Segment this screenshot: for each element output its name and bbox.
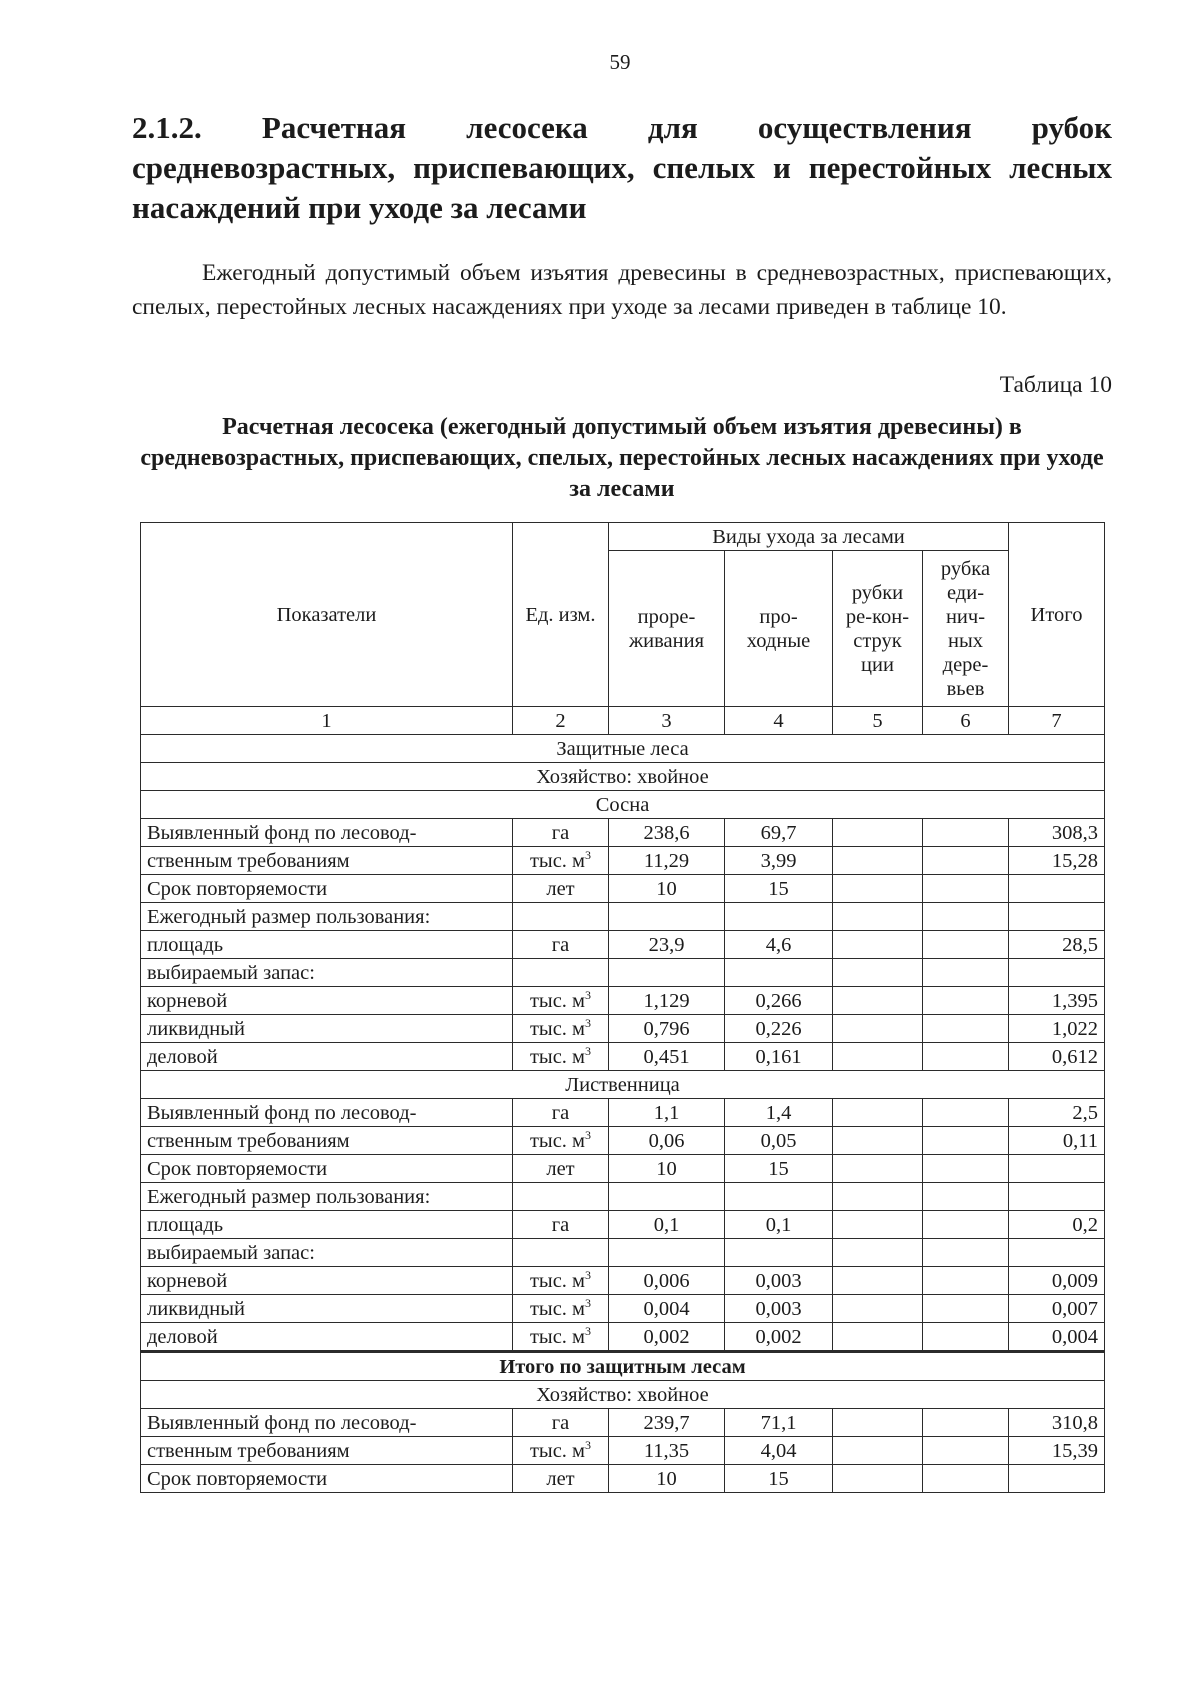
table-row xyxy=(141,1437,1105,1465)
value-cell: 0,002 xyxy=(609,1323,725,1352)
table-row xyxy=(141,903,1105,931)
header-passing: про-ходные xyxy=(725,551,833,707)
column-number: 1 xyxy=(141,707,513,735)
empty-cell xyxy=(923,1267,1009,1295)
empty-cell xyxy=(513,1183,609,1211)
table-row xyxy=(141,1409,1105,1437)
empty-cell xyxy=(833,903,923,931)
value-cell: 1,395 xyxy=(1009,987,1105,1015)
value-cell: 0,007 xyxy=(1009,1295,1105,1323)
value-cell: 11,29 xyxy=(609,847,725,875)
empty-cell xyxy=(725,903,833,931)
empty-cell xyxy=(833,1409,923,1437)
header-single-tree: рубка еди-нич-ных дере-вьев xyxy=(923,551,1009,707)
value-cell: 238,6 xyxy=(609,819,725,847)
value-cell: 0,1 xyxy=(609,1211,725,1239)
value-cell: 1,4 xyxy=(725,1099,833,1127)
value-cell: 0,226 xyxy=(725,1015,833,1043)
unit-cell: га xyxy=(513,1099,609,1127)
empty-cell xyxy=(833,1155,923,1183)
unit-cell: лет xyxy=(513,875,609,903)
empty-cell xyxy=(833,847,923,875)
unit-cell: тыс. $м^3$ xyxy=(513,1015,609,1043)
header-thinning: проре-живания xyxy=(609,551,725,707)
forest-zone-row: Защитные леса xyxy=(141,735,1105,763)
row-label: выбираемый запас: xyxy=(141,1239,513,1267)
value-cell: 0,612 xyxy=(1009,1043,1105,1071)
row-label: ликвидный xyxy=(141,1295,513,1323)
table-row xyxy=(141,959,1105,987)
table-row xyxy=(141,1183,1105,1211)
row-label: Выявленный фонд по лесовод- xyxy=(141,1099,513,1127)
row-label: Выявленный фонд по лесовод- xyxy=(141,1409,513,1437)
empty-cell xyxy=(1009,1239,1105,1267)
empty-cell xyxy=(833,1267,923,1295)
column-number: 2 xyxy=(513,707,609,735)
row-label: площадь xyxy=(141,1211,513,1239)
unit-cell: тыс. $м^3$ xyxy=(513,847,609,875)
empty-cell xyxy=(833,987,923,1015)
value-cell: 11,35 xyxy=(609,1437,725,1465)
value-cell: 0,796 xyxy=(609,1015,725,1043)
species-larch-row: Лиственница xyxy=(141,1071,1105,1099)
unit-cell: тыс. $м^3$ xyxy=(513,1267,609,1295)
unit-cell: лет xyxy=(513,1465,609,1493)
empty-cell xyxy=(1009,875,1105,903)
empty-cell xyxy=(1009,959,1105,987)
table-row xyxy=(141,819,1105,847)
empty-cell xyxy=(833,1015,923,1043)
unit-cell: тыс. $м^3$ xyxy=(513,1323,609,1352)
empty-cell xyxy=(609,959,725,987)
table-row xyxy=(141,987,1105,1015)
unit-cell: тыс. $м^3$ xyxy=(513,1437,609,1465)
table-row xyxy=(141,1099,1105,1127)
value-cell: 0,004 xyxy=(1009,1323,1105,1352)
empty-cell xyxy=(833,1043,923,1071)
value-cell: 10 xyxy=(609,875,725,903)
empty-cell xyxy=(923,819,1009,847)
value-cell: 10 xyxy=(609,1465,725,1493)
column-number: 7 xyxy=(1009,707,1105,735)
empty-cell xyxy=(923,1295,1009,1323)
value-cell: 4,04 xyxy=(725,1437,833,1465)
empty-cell xyxy=(833,875,923,903)
header-indicators: Показатели xyxy=(141,523,513,707)
table-row xyxy=(141,1043,1105,1071)
value-cell: 1,129 xyxy=(609,987,725,1015)
value-cell: 15 xyxy=(725,875,833,903)
row-label: ственным требованиям xyxy=(141,847,513,875)
summary-title-row: Итого по защитным лесам xyxy=(141,1352,1105,1381)
value-cell: 2,5 xyxy=(1009,1099,1105,1127)
species-pine-row: Сосна xyxy=(141,791,1105,819)
column-number: 3 xyxy=(609,707,725,735)
page-number: 59 xyxy=(609,50,631,74)
empty-cell xyxy=(833,1127,923,1155)
table-row xyxy=(141,1015,1105,1043)
table-row xyxy=(141,1155,1105,1183)
empty-cell xyxy=(923,1015,1009,1043)
table-label: Таблица 10 xyxy=(999,372,1112,398)
value-cell: 0,006 xyxy=(609,1267,725,1295)
empty-cell xyxy=(833,1239,923,1267)
header-care-types: Виды ухода за лесами xyxy=(609,523,1009,551)
empty-cell xyxy=(833,1437,923,1465)
empty-cell xyxy=(923,1437,1009,1465)
allowable-cut-table xyxy=(140,522,1105,1493)
row-label: Срок повторяемости xyxy=(141,1155,513,1183)
unit-cell: га xyxy=(513,1409,609,1437)
empty-cell xyxy=(833,959,923,987)
empty-cell xyxy=(833,1099,923,1127)
summary-economy-row: Хозяйство: хвойное xyxy=(141,1381,1105,1409)
empty-cell xyxy=(923,1155,1009,1183)
empty-cell xyxy=(923,1127,1009,1155)
empty-cell xyxy=(1009,1183,1105,1211)
empty-cell xyxy=(923,1239,1009,1267)
row-label: корневой xyxy=(141,987,513,1015)
row-label: площадь xyxy=(141,931,513,959)
table-row xyxy=(141,931,1105,959)
empty-cell xyxy=(833,1295,923,1323)
table-row xyxy=(141,1267,1105,1295)
value-cell: 308,3 xyxy=(1009,819,1105,847)
table-row xyxy=(141,1295,1105,1323)
value-cell: 0,266 xyxy=(725,987,833,1015)
empty-cell xyxy=(833,931,923,959)
row-label: Срок повторяемости xyxy=(141,875,513,903)
economy-row: Хозяйство: хвойное xyxy=(141,763,1105,791)
row-label: выбираемый запас: xyxy=(141,959,513,987)
header-total: Итого xyxy=(1009,523,1105,707)
row-label: Выявленный фонд по лесовод- xyxy=(141,819,513,847)
column-number: 6 xyxy=(923,707,1009,735)
header-reconstruction: рубки ре-кон-струк ции xyxy=(833,551,923,707)
row-label: ственным требованиям xyxy=(141,1127,513,1155)
value-cell: 15 xyxy=(725,1155,833,1183)
table-title: Расчетная лесосека (ежегодный допустимый объем изъятия древесины) в средневозрастных, приспевающих, спелых, перестойных лесных насаждениях при уходе за лесами xyxy=(140,414,1104,502)
table-row xyxy=(141,1465,1105,1493)
row-label: ликвидный xyxy=(141,1015,513,1043)
value-cell: 15,28 xyxy=(1009,847,1105,875)
value-cell: 71,1 xyxy=(725,1409,833,1437)
row-label: корневой xyxy=(141,1267,513,1295)
empty-cell xyxy=(923,1099,1009,1127)
empty-cell xyxy=(1009,1465,1105,1493)
table-row xyxy=(141,1323,1105,1352)
value-cell: 0,11 xyxy=(1009,1127,1105,1155)
empty-cell xyxy=(923,1323,1009,1352)
header-unit: Ед. изм. xyxy=(513,523,609,707)
empty-cell xyxy=(725,959,833,987)
empty-cell xyxy=(923,1465,1009,1493)
value-cell: 69,7 xyxy=(725,819,833,847)
value-cell: 28,5 xyxy=(1009,931,1105,959)
empty-cell xyxy=(513,1239,609,1267)
table-row xyxy=(141,875,1105,903)
unit-cell: тыс. $м^3$ xyxy=(513,1043,609,1071)
value-cell: 0,06 xyxy=(609,1127,725,1155)
empty-cell xyxy=(609,1239,725,1267)
value-cell: 310,8 xyxy=(1009,1409,1105,1437)
empty-cell xyxy=(609,1183,725,1211)
empty-cell xyxy=(923,987,1009,1015)
table-row xyxy=(141,1239,1105,1267)
column-number: 5 xyxy=(833,707,923,735)
empty-cell xyxy=(609,903,725,931)
empty-cell xyxy=(513,959,609,987)
table-row xyxy=(141,1127,1105,1155)
value-cell: 0,1 xyxy=(725,1211,833,1239)
table-header-row-1 xyxy=(141,523,1105,551)
empty-cell xyxy=(725,1239,833,1267)
value-cell: 0,002 xyxy=(725,1323,833,1352)
empty-cell xyxy=(1009,1155,1105,1183)
row-label: деловой xyxy=(141,1323,513,1352)
empty-cell xyxy=(833,819,923,847)
empty-cell xyxy=(833,1211,923,1239)
value-cell: 0,003 xyxy=(725,1295,833,1323)
unit-cell: тыс. $м^3$ xyxy=(513,1127,609,1155)
unit-cell: га xyxy=(513,1211,609,1239)
empty-cell xyxy=(833,1183,923,1211)
value-cell: 10 xyxy=(609,1155,725,1183)
value-cell: 0,2 xyxy=(1009,1211,1105,1239)
column-number: 4 xyxy=(725,707,833,735)
value-cell: 1,1 xyxy=(609,1099,725,1127)
unit-cell: тыс. $м^3$ xyxy=(513,987,609,1015)
value-cell: 3,99 xyxy=(725,847,833,875)
value-cell: 0,004 xyxy=(609,1295,725,1323)
column-numbers-row xyxy=(141,707,1105,735)
empty-cell xyxy=(923,959,1009,987)
empty-cell xyxy=(923,847,1009,875)
section-heading: 2.1.2. Расчетная лесосека для осуществления рубок средневозрастных, приспевающих, спелых и перестойных лесных насаждений при уходе за лесами xyxy=(132,110,1112,225)
empty-cell xyxy=(833,1323,923,1352)
empty-cell xyxy=(923,903,1009,931)
row-label: Срок повторяемости xyxy=(141,1465,513,1493)
empty-cell xyxy=(923,1043,1009,1071)
value-cell: 0,009 xyxy=(1009,1267,1105,1295)
value-cell: 15 xyxy=(725,1465,833,1493)
empty-cell xyxy=(513,903,609,931)
empty-cell xyxy=(923,1409,1009,1437)
table-row xyxy=(141,1211,1105,1239)
row-label: Ежегодный размер пользования: xyxy=(141,1183,513,1211)
row-label: деловой xyxy=(141,1043,513,1071)
value-cell: 4,6 xyxy=(725,931,833,959)
value-cell: 0,003 xyxy=(725,1267,833,1295)
table-row xyxy=(141,847,1105,875)
empty-cell xyxy=(725,1183,833,1211)
unit-cell: тыс. $м^3$ xyxy=(513,1295,609,1323)
empty-cell xyxy=(833,1465,923,1493)
empty-cell xyxy=(923,1211,1009,1239)
unit-cell: лет xyxy=(513,1155,609,1183)
empty-cell xyxy=(923,1183,1009,1211)
row-label: ственным требованиям xyxy=(141,1437,513,1465)
row-label: Ежегодный размер пользования: xyxy=(141,903,513,931)
value-cell: 0,05 xyxy=(725,1127,833,1155)
value-cell: 239,7 xyxy=(609,1409,725,1437)
unit-cell: га xyxy=(513,819,609,847)
value-cell: 23,9 xyxy=(609,931,725,959)
empty-cell xyxy=(1009,903,1105,931)
value-cell: 15,39 xyxy=(1009,1437,1105,1465)
empty-cell xyxy=(923,931,1009,959)
unit-cell: га xyxy=(513,931,609,959)
value-cell: 0,451 xyxy=(609,1043,725,1071)
empty-cell xyxy=(923,875,1009,903)
value-cell: 1,022 xyxy=(1009,1015,1105,1043)
value-cell: 0,161 xyxy=(725,1043,833,1071)
intro-paragraph: Ежегодный допустимый объем изъятия древесины в средневозрастных, приспевающих, спелых, перестойных лесных насаждениях при уходе за лесами приведен в таблице 10. xyxy=(132,260,1112,320)
